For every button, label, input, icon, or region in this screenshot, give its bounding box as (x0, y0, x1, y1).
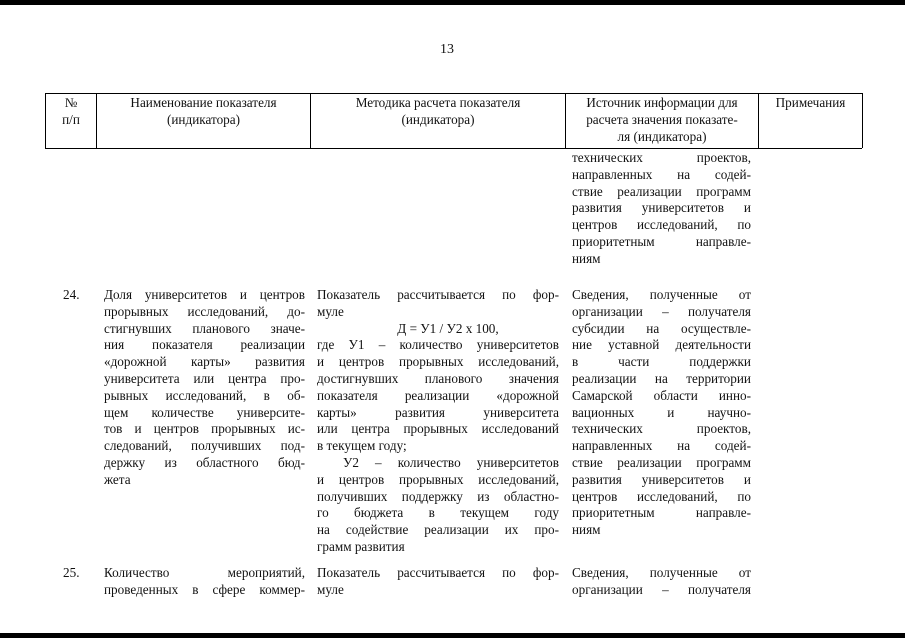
top-border (0, 0, 905, 5)
header-calculation-method: Методика расчета показателя (индикатора) (355, 95, 521, 127)
row-24-number: 24. (63, 287, 80, 302)
page-number: 13 (440, 42, 454, 57)
header-indicator-name: Наименование показателя (индикатора) (130, 95, 277, 127)
header-number: № п/п (62, 95, 80, 127)
header-information-source: Источник информации для расчета значения показате- ля (индикатора) (586, 95, 738, 144)
row-25-calculation-method: Показатель рассчитывается по фор- муле (317, 565, 559, 597)
row-24-calculation-method: Показатель рассчитывается по фор- муле Д = У1 / У2 x 100, где У1 – количество университетов и центров прорывных исследований, достигнувших планового значения показателя реализации «дорожной карты» развития университета или центра прорывных исследований в текущем году; У2 – количество университетов и центров прорывных исследований, получивших поддержку из областно- го бюджета в текущем году на содействие реализации их про- грамм развития (317, 287, 559, 554)
continuation-source-text: технических проектов, направленных на содей- ствие реализации программ развития университетов и центров исследований, по приоритетным направле- ниям (572, 150, 751, 266)
row-25-number: 25. (63, 565, 80, 580)
formula: Д = У1 / У2 x 100, (397, 320, 499, 336)
row-24-indicator-name: Доля университетов и центров прорывных исследований, до- стигнувших планового значе- ния показателя реализации «дорожной карты» развития университета или центра про- рывных исследований, в об- щем количестве университе- тов и центров прорывных ис- следований, получивших под- держку из областного бюд- жета (104, 287, 305, 487)
bottom-border (0, 633, 905, 638)
header-notes: Примечания (775, 95, 846, 110)
row-25-information-source: Сведения, полученные от организации – получателя (572, 565, 751, 597)
row-24-information-source: Сведения, полученные от организации – получателя субсидии на осуществле- ние уставной деятельности в части поддержки реализации на территории Самарской области инно- вационных и научно- технических проектов, направленных на содей- ствие реализации программ развития университетов и центров исследований, по приоритетным направле- ниям (572, 287, 751, 538)
row-25-indicator-name: Количество мероприятий, проведенных в сфере коммер- (104, 565, 305, 597)
